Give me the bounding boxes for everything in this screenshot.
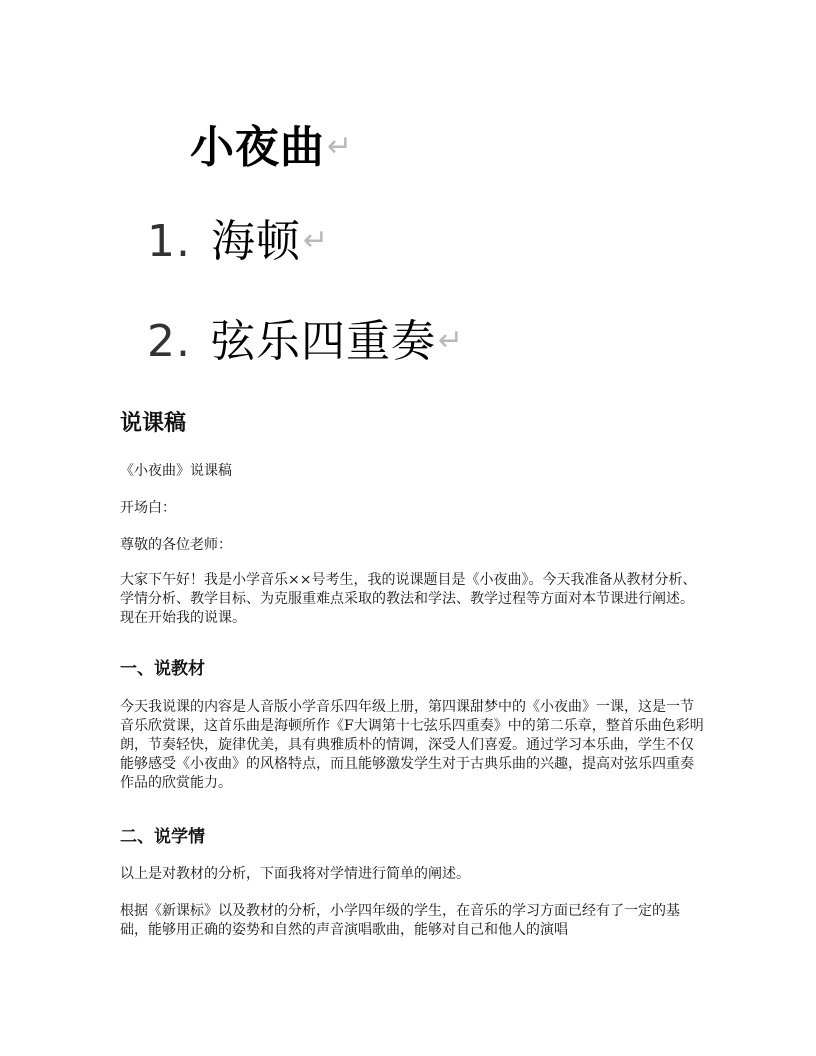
section-paragraph: 今天我说课的内容是人音版小学音乐四年级上册，第四课甜梦中的《小夜曲》一课，这是一节音乐欣赏课，这首乐曲是海顿所作《F大调第十七弦乐四重奏》中的第二乐章，整首乐曲色彩明朗，节奏轻快，旋律优美，具有典雅质朴的情调，深受人们喜爱。通过学习本乐曲，学生不仅能够感受《小夜曲》的风格特点，而且能够激发学生对于古典乐曲的兴趣，提高对弦乐四重奏作品的欣赏能力。: [120, 699, 704, 791]
document-heading: 说课稿: [120, 411, 187, 436]
pasted-title-image: [145, 105, 475, 365]
intro-paragraph: 大家下午好！我是小学音乐××号考生，我的说课题目是《小夜曲》。今天我准备从教材分析、学情分析、教学目标、为克服重难点采取的教法和学法、教学过程等方面对本节课进行阐述。现在开始我的说课。: [120, 572, 697, 626]
section-paragraph: 根据《新课标》以及教材的分析，小学四年级的学生，在音乐的学习方面已经有了一定的基础，能够用正确的姿势和自然的声音演唱歌曲，能够对自己和他人的演唱: [120, 903, 680, 938]
image-title-text: 小夜曲: [190, 122, 325, 173]
section-heading-learners: 二、说学情: [120, 827, 205, 847]
section-heading-textbook: 一、说教材: [120, 659, 205, 679]
paragraph-return-icon: ↵: [327, 129, 354, 164]
section-paragraph: 以上是对教材的分析，下面我将对学情进行简单的阐述。: [120, 866, 470, 882]
image-list-item: [147, 205, 329, 269]
image-list-text: 海顿: [211, 216, 301, 267]
paragraph-return-icon: ↵: [303, 223, 330, 258]
opening-label: 开场白：: [120, 500, 176, 516]
image-title-line: [190, 111, 353, 175]
image-list-item: [147, 305, 464, 369]
paragraph-return-icon: ↵: [438, 323, 465, 358]
image-list-number: 1.: [147, 216, 191, 267]
image-list-number: 2.: [147, 316, 191, 367]
document-subtitle: 《小夜曲》说课稿: [120, 463, 232, 479]
image-list-text: 弦乐四重奏: [211, 316, 436, 367]
greeting-paragraph: 尊敬的各位老师：: [120, 537, 232, 553]
